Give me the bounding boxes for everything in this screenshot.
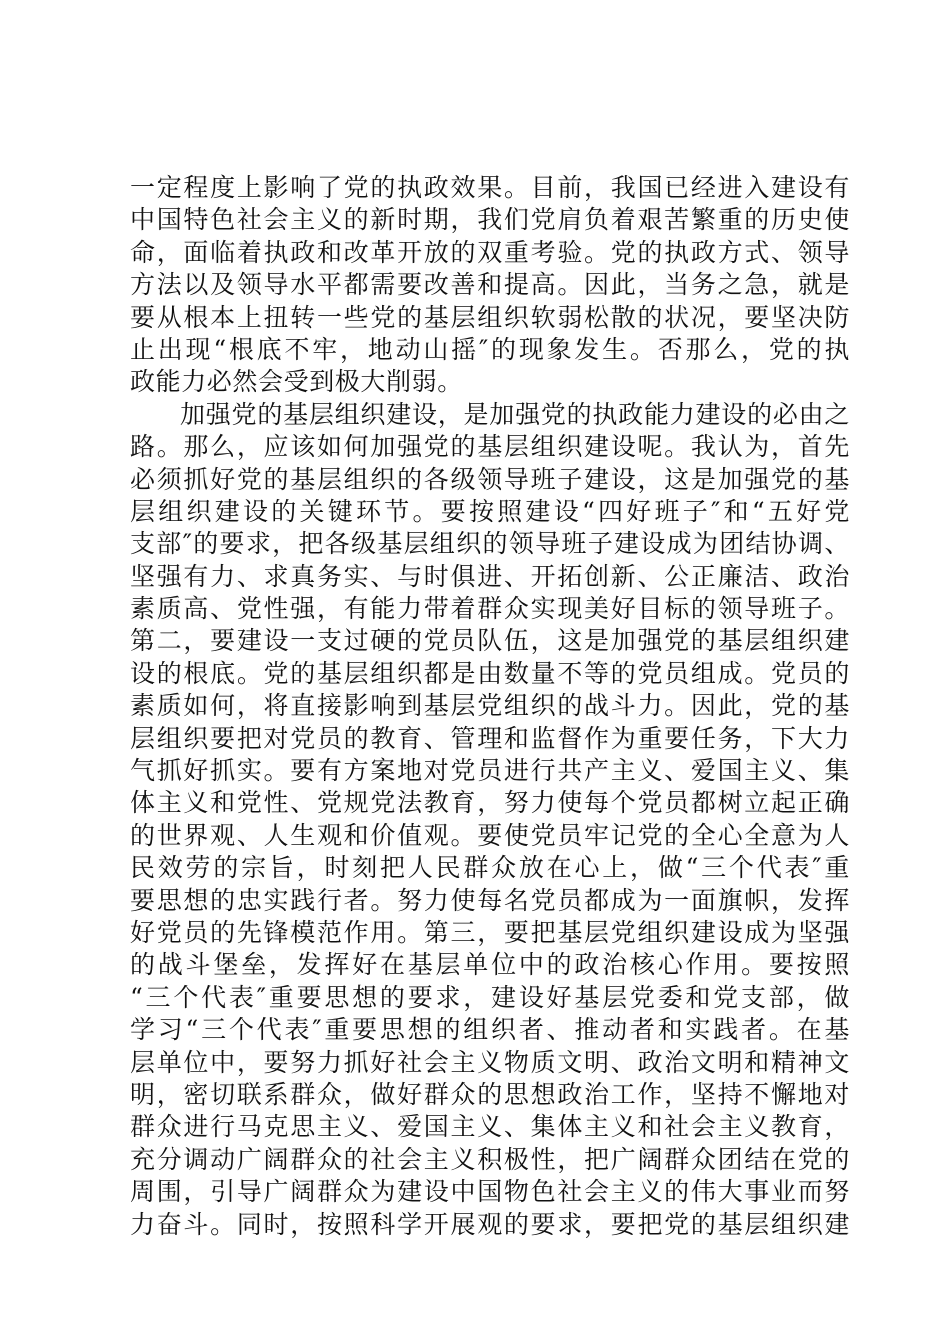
paragraph	[130, 399, 850, 1241]
text-line: 第二，要建设一支过硬的党员队伍，这是加强党的基层组织建	[130, 626, 850, 656]
text-line: 路。那么，应该如何加强党的基层组织建设呢。我认为，首先	[130, 432, 850, 462]
text-line: 层组织建设的关键环节。要按照建设“四好班子″和“五好党	[130, 496, 850, 526]
body-text	[130, 172, 850, 1241]
text-line: “三个代表″重要思想的要求，建设好基层党委和党支部，做	[130, 982, 850, 1012]
text-line: 中国特色社会主义的新时期，我们党肩负着艰苦繁重的历史使	[130, 205, 850, 235]
text-line: 气抓好抓实。要有方案地对党员进行共产主义、爱国主义、集	[130, 756, 850, 786]
text-line: 民效劳的宗旨，时刻把人民群众放在心上，做“三个代表″重	[130, 853, 850, 883]
text-line: 加强党的基层组织建设，是加强党的执政能力建设的必由之	[180, 399, 850, 429]
text-line: 学习“三个代表″重要思想的组织者、推动者和实践者。在基	[130, 1015, 850, 1045]
text-line: 支部″的要求，把各级基层组织的领导班子建设成为团结协调、	[130, 529, 850, 559]
text-line: 体主义和党性、党规党法教育，努力使每个党员都树立起正确	[130, 788, 850, 818]
text-line: 的战斗堡垒，发挥好在基层单位中的政治核心作用。要按照	[130, 950, 850, 980]
paragraph	[130, 172, 850, 399]
text-line: 一定程度上影响了党的执政效果。目前，我国已经进入建设有	[130, 173, 850, 202]
text-line: 的世界观、人生观和价值观。要使党员牢记党的全心全意为人	[130, 820, 850, 850]
text-line: 设的根底。党的基层组织都是由数量不等的党员组成。党员的	[130, 658, 850, 688]
text-line: 周围，引导广阔群众为建设中国物色社会主义的伟大事业而努	[130, 1177, 850, 1207]
text-line: 要思想的忠实践行者。努力使每名党员都成为一面旗帜，发挥	[130, 885, 850, 915]
text-line: 层单位中，要努力抓好社会主义物质文明、政治文明和精神文	[130, 1047, 850, 1077]
text-line: 素质高、党性强，有能力带着群众实现美好目标的领导班子。	[130, 594, 850, 624]
text-line: 坚强有力、求真务实、与时俱进、开拓创新、公正廉洁、政治	[130, 561, 850, 591]
text-line: 群众进行马克思主义、爱国主义、集体主义和社会主义教育，	[130, 1112, 850, 1142]
text-line: 命，面临着执政和改革开放的双重考验。党的执政方式、领导	[130, 237, 850, 267]
text-line: 方法以及领导水平都需要改善和提高。因此，当务之急，就是	[130, 270, 850, 300]
text-line: 好党员的先锋模范作用。第三，要把基层党组织建设成为坚强	[130, 917, 850, 947]
text-line: 层组织要把对党员的教育、管理和监督作为重要任务，下大力	[130, 723, 850, 753]
text-line: 要从根本上扭转一些党的基层组织软弱松散的状况，要坚决防	[130, 302, 850, 332]
text-line: 政能力必然会受到极大削弱。	[130, 367, 463, 397]
text-line: 素质如何，将直接影响到基层党组织的战斗力。因此，党的基	[130, 691, 850, 721]
text-line: 明，密切联系群众，做好群众的思想政治工作，坚持不懈地对	[130, 1079, 850, 1109]
text-line: 止出现“根底不牢，地动山摇″的现象发生。否那么，党的执	[130, 334, 850, 364]
text-line: 必须抓好党的基层组织的各级领导班子建设，这是加强党的基	[130, 464, 850, 494]
text-line: 力奋斗。同时，按照科学开展观的要求，要把党的基层组织建	[130, 1209, 850, 1239]
text-line: 充分调动广阔群众的社会主义积极性，把广阔群众团结在党的	[130, 1144, 850, 1174]
